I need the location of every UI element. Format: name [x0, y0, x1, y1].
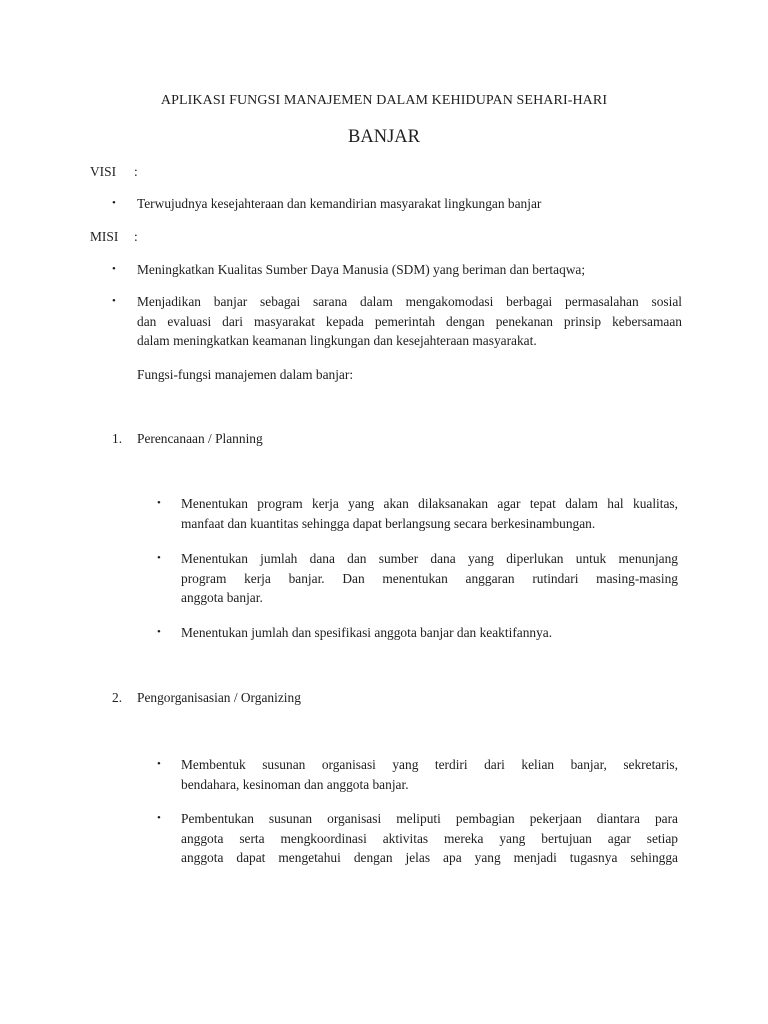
functions-intro: Fungsi-fungsi manajemen dalam banjar: [137, 367, 354, 382]
planning-item [157, 549, 678, 609]
section-number: 2. [112, 690, 123, 705]
bullet-icon: • [112, 295, 116, 307]
misi-item [112, 292, 682, 352]
section-heading-organizing [112, 688, 301, 708]
misi-item [112, 260, 682, 280]
organizing-item [157, 809, 678, 869]
organizing-item-text [181, 755, 678, 794]
visi-item [112, 194, 682, 214]
planning-item-line: program kerja banjar. Dan menentukan anggaran rutindari masing-masing [181, 570, 678, 586]
visi-colon: : [134, 164, 138, 179]
misi-item-line: dan evaluasi dari masyarakat kepada pemerintah dengan penekanan prinsip kebersamaan [137, 313, 682, 329]
misi-label-row [90, 227, 138, 247]
misi-item-line: dalam meningkatkan keamanan lingkungan dan kesejahteraan masyarakat. [137, 333, 537, 348]
document-title: BANJAR [348, 127, 420, 147]
bullet-icon: • [112, 197, 116, 209]
planning-item [157, 623, 678, 643]
organizing-item-line: anggota dapat mengetahui dengan jelas apa yang menjadi tugasnya sehingga [181, 850, 678, 865]
visi-label: VISI [90, 164, 117, 179]
document-heading: APLIKASI FUNGSI MANAJEMEN DALAM KEHIDUPAN SEHARI-HARI [160, 93, 608, 108]
visi-label-row [90, 162, 138, 182]
organizing-item-line: bendahara, kesinoman dan anggota banjar. [181, 776, 409, 792]
bullet-icon: • [157, 758, 161, 770]
planning-item-line: Menentukan jumlah dana dan sumber dana yang diperlukan untuk menunjang [181, 551, 678, 566]
planning-item-text [181, 549, 678, 608]
section-number: 1. [112, 431, 123, 446]
planning-item-text [181, 494, 678, 533]
misi-item-line: Menjadikan banjar sebagai sarana dalam mengakomodasi berbagai permasalahan sosial [137, 294, 682, 309]
section-title: Perencanaan / Planning [137, 431, 263, 446]
bullet-icon: • [157, 552, 161, 564]
planning-item-line: Menentukan program kerja yang akan dilaksanakan agar tepat dalam hal kualitas, [181, 496, 678, 511]
organizing-item-line: Membentuk susunan organisasi yang terdiri dari kelian banjar, sekretaris, [181, 757, 678, 772]
planning-item-text: Menentukan jumlah dan spesifikasi anggota banjar dan keaktifannya. [181, 625, 553, 640]
organizing-item [157, 755, 678, 795]
planning-item-line: anggota banjar. [181, 590, 263, 605]
bullet-icon: • [157, 626, 161, 638]
bullet-icon: • [157, 812, 161, 824]
misi-item-text [137, 292, 682, 351]
bullet-icon: • [157, 497, 161, 509]
bullet-icon: • [112, 263, 116, 275]
organizing-item-text [181, 809, 678, 868]
misi-item-text: Meningkatkan Kualitas Sumber Daya Manusia (SDM) yang beriman dan bertaqwa; [137, 262, 586, 277]
organizing-item-line: anggota serta mengkoordinasi aktivitas mereka yang bertujuan agar setiap [181, 830, 678, 846]
organizing-item-line: Pembentukan susunan organisasi meliputi pembagian pekerjaan diantara para [181, 811, 678, 826]
misi-colon: : [134, 229, 138, 244]
planning-item-line: manfaat dan kuantitas sehingga dapat berlangsung secara berkesinambungan. [181, 515, 596, 531]
planning-item [157, 494, 678, 534]
visi-item-text: Terwujudnya kesejahteraan dan kemandirian masyarakat lingkungan banjar [137, 196, 542, 211]
section-title: Pengorganisasian / Organizing [137, 690, 301, 705]
section-heading-planning [112, 429, 263, 449]
misi-label: MISI [90, 229, 119, 244]
